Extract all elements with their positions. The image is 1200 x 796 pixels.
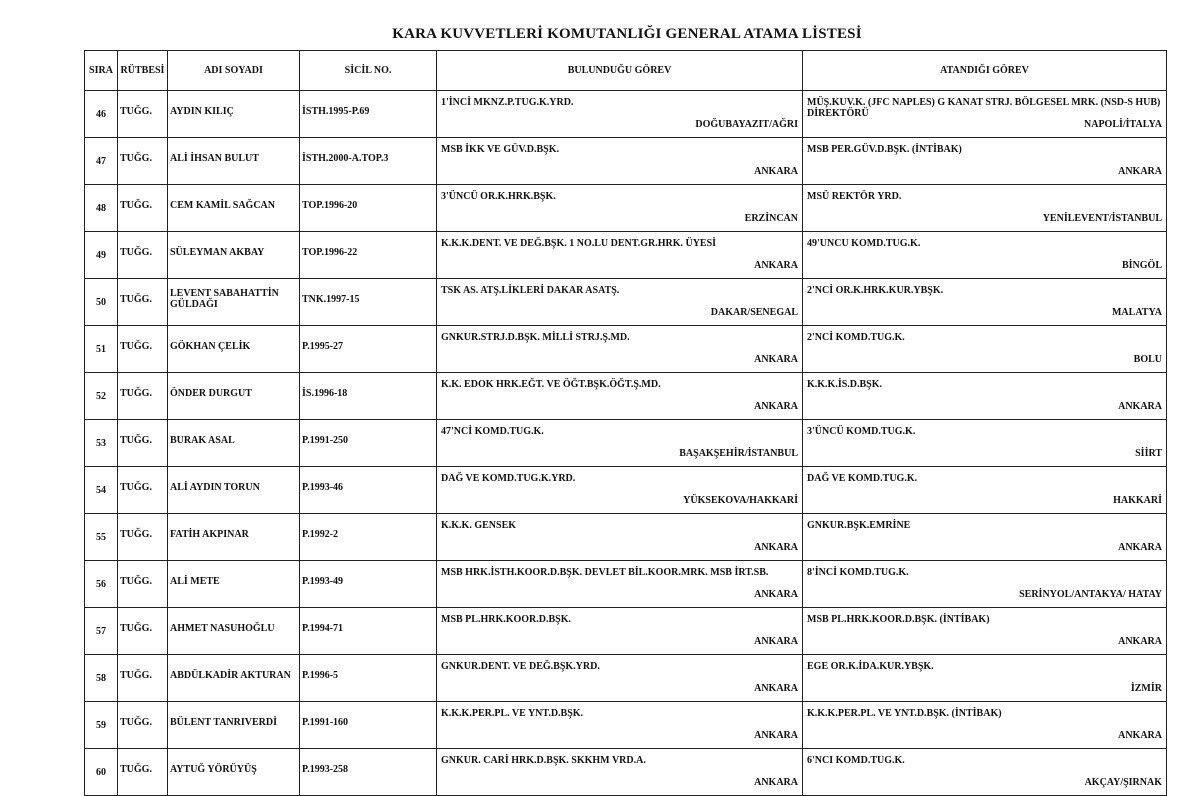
atandigi-gorev-text: MSÜ REKTÖR YRD.: [807, 191, 902, 202]
table-row: [85, 279, 1167, 326]
cell-sira: 60: [85, 749, 118, 796]
cell-adi-soyadi: ALİ METE: [168, 561, 300, 608]
cell-rutbe: TUĞG.: [118, 702, 168, 749]
bulundugu-gorev-text: 47'NCİ KOMD.TUG.K.: [441, 426, 544, 437]
bulundugu-gorev-text: TSK AS. ATŞ.LİKLERİ DAKAR ASATŞ.: [441, 285, 620, 296]
table-row: [85, 91, 1167, 138]
cell-bulundugu-gorev: [437, 655, 803, 702]
cell-sira: 57: [85, 608, 118, 655]
cell-atandigi-gorev: [803, 561, 1167, 608]
atandigi-gorev-text: K.K.K.İS.D.BŞK.: [807, 379, 883, 390]
cell-adi-soyadi: BURAK ASAL: [168, 420, 300, 467]
bulundugu-gorev-location: BAŞAKŞEHİR/İSTANBUL: [679, 448, 798, 459]
cell-rutbe: TUĞG.: [118, 608, 168, 655]
atandigi-gorev-text: EGE OR.K.İDA.KUR.YBŞK.: [807, 661, 934, 672]
bulundugu-gorev-text: 1'İNCİ MKNZ.P.TUG.K.YRD.: [441, 97, 574, 108]
bulundugu-gorev-text: K.K. EDOK HRK.EĞT. VE ÖĞT.BŞK.ÖĞT.Ş.MD.: [441, 379, 661, 390]
cell-sicil-no: P.1993-258: [300, 749, 437, 796]
cell-atandigi-gorev: [803, 326, 1167, 373]
table-row: [85, 561, 1167, 608]
bulundugu-gorev-location: ANKARA: [754, 542, 798, 553]
atandigi-gorev-location: SERİNYOL/ANTAKYA/ HATAY: [1019, 589, 1162, 600]
cell-atandigi-gorev: [803, 420, 1167, 467]
bulundugu-gorev-location: ANKARA: [754, 683, 798, 694]
cell-bulundugu-gorev: [437, 232, 803, 279]
cell-adi-soyadi: CEM KAMİL SAĞCAN: [168, 185, 300, 232]
cell-sira: 59: [85, 702, 118, 749]
cell-rutbe: TUĞG.: [118, 232, 168, 279]
cell-sicil-no: TOP.1996-20: [300, 185, 437, 232]
bulundugu-gorev-location: ANKARA: [754, 589, 798, 600]
header-atandigi-gorev: ATANDIĞI GÖREV: [803, 51, 1167, 91]
cell-atandigi-gorev: [803, 232, 1167, 279]
cell-sicil-no: TOP.1996-22: [300, 232, 437, 279]
cell-adi-soyadi: AYTUĞ YÖRÜYÜŞ: [168, 749, 300, 796]
cell-bulundugu-gorev: [437, 514, 803, 561]
bulundugu-gorev-text: MSB PL.HRK.KOOR.D.BŞK.: [441, 614, 572, 625]
cell-sicil-no: P.1993-46: [300, 467, 437, 514]
cell-rutbe: TUĞG.: [118, 138, 168, 185]
cell-sira: 50: [85, 279, 118, 326]
bulundugu-gorev-text: 3'ÜNCÜ OR.K.HRK.BŞK.: [441, 191, 556, 202]
table-row: [85, 514, 1167, 561]
cell-atandigi-gorev: [803, 373, 1167, 420]
cell-rutbe: TUĞG.: [118, 749, 168, 796]
cell-sira: 48: [85, 185, 118, 232]
header-sira: SIRA: [85, 51, 118, 91]
bulundugu-gorev-text: DAĞ VE KOMD.TUG.K.YRD.: [441, 473, 576, 484]
cell-rutbe: TUĞG.: [118, 514, 168, 561]
atandigi-gorev-text: 3'ÜNCÜ KOMD.TUG.K.: [807, 426, 916, 437]
table-row: [85, 702, 1167, 749]
header-sicil-no: SİCİL NO.: [300, 51, 437, 91]
cell-atandigi-gorev: [803, 185, 1167, 232]
bulundugu-gorev-text: K.K.K.PER.PL. VE YNT.D.BŞK.: [441, 708, 584, 719]
cell-sicil-no: P.1994-71: [300, 608, 437, 655]
cell-sicil-no: P.1993-49: [300, 561, 437, 608]
table-row: [85, 326, 1167, 373]
header-rutbe: RÜTBESİ: [118, 51, 168, 91]
atandigi-gorev-location: BİNGÖL: [1121, 260, 1162, 271]
cell-adi-soyadi: AHMET NASUHOĞLU: [168, 608, 300, 655]
atandigi-gorev-location: YENİLEVENT/İSTANBUL: [1042, 213, 1162, 224]
cell-sira: 58: [85, 655, 118, 702]
cell-sira: 51: [85, 326, 118, 373]
bulundugu-gorev-text: MSB HRK.İSTH.KOOR.D.BŞK. DEVLET BİL.KOOR.MRK. MSB İRT.SB.: [441, 567, 769, 578]
header-bulundugu-gorev: BULUNDUĞU GÖREV: [437, 51, 803, 91]
cell-bulundugu-gorev: [437, 702, 803, 749]
cell-sicil-no: İSTH.1995-P.69: [300, 91, 437, 138]
atandigi-gorev-location: ANKARA: [1118, 401, 1162, 412]
cell-atandigi-gorev: [803, 702, 1167, 749]
atandigi-gorev-location: İZMİR: [1130, 683, 1162, 694]
cell-bulundugu-gorev: [437, 279, 803, 326]
cell-atandigi-gorev: [803, 138, 1167, 185]
table-row: [85, 749, 1167, 796]
table-row: [85, 467, 1167, 514]
cell-atandigi-gorev: [803, 655, 1167, 702]
atandigi-gorev-text: K.K.K.PER.PL. VE YNT.D.BŞK. (İNTİBAK): [807, 708, 1002, 719]
cell-rutbe: TUĞG.: [118, 326, 168, 373]
cell-adi-soyadi: FATİH AKPINAR: [168, 514, 300, 561]
atandigi-gorev-location: BOLU: [1133, 354, 1162, 365]
cell-sira: 53: [85, 420, 118, 467]
cell-adi-soyadi: ALİ AYDIN TORUN: [168, 467, 300, 514]
atandigi-gorev-text: 49'UNCU KOMD.TUG.K.: [807, 238, 921, 249]
bulundugu-gorev-text: GNKUR.STRJ.D.BŞK. MİLLİ STRJ.Ş.MD.: [441, 332, 630, 343]
cell-bulundugu-gorev: [437, 608, 803, 655]
atandigi-gorev-text: MÜŞ.KUV.K. (JFC NAPLES) G KANAT STRJ. BÖLGESEL MRK. (NSD-S HUB) DİREKTÖRÜ: [807, 97, 1161, 119]
cell-adi-soyadi: SÜLEYMAN AKBAY: [168, 232, 300, 279]
cell-bulundugu-gorev: [437, 185, 803, 232]
cell-sicil-no: P.1991-160: [300, 702, 437, 749]
header-adi-soyadi: ADI SOYADI: [168, 51, 300, 91]
bulundugu-gorev-location: YÜKSEKOVA/HAKKARİ: [683, 495, 798, 506]
atandigi-gorev-text: 2'NCİ KOMD.TUG.K.: [807, 332, 905, 343]
cell-bulundugu-gorev: [437, 138, 803, 185]
bulundugu-gorev-location: ERZİNCAN: [744, 213, 798, 224]
atandigi-gorev-location: HAKKARİ: [1113, 495, 1162, 506]
cell-sira: 47: [85, 138, 118, 185]
cell-atandigi-gorev: [803, 279, 1167, 326]
table-row: [85, 608, 1167, 655]
cell-sicil-no: İSTH.2000-A.TOP.3: [300, 138, 437, 185]
cell-rutbe: TUĞG.: [118, 467, 168, 514]
cell-bulundugu-gorev: [437, 326, 803, 373]
cell-sira: 54: [85, 467, 118, 514]
cell-bulundugu-gorev: [437, 373, 803, 420]
bulundugu-gorev-location: ANKARA: [754, 636, 798, 647]
cell-adi-soyadi: BÜLENT TANRIVERDİ: [168, 702, 300, 749]
cell-rutbe: TUĞG.: [118, 420, 168, 467]
atandigi-gorev-text: GNKUR.BŞK.EMRİNE: [807, 520, 911, 531]
bulundugu-gorev-location: ANKARA: [754, 777, 798, 788]
cell-sira: 49: [85, 232, 118, 279]
cell-adi-soyadi: ABDÜLKADİR AKTURAN: [168, 655, 300, 702]
bulundugu-gorev-location: ANKARA: [754, 401, 798, 412]
bulundugu-gorev-location: DAKAR/SENEGAL: [710, 307, 798, 318]
cell-rutbe: TUĞG.: [118, 279, 168, 326]
atandigi-gorev-text: MSB PL.HRK.KOOR.D.BŞK. (İNTİBAK): [807, 614, 990, 625]
assignment-table: [84, 50, 1167, 796]
cell-sicil-no: P.1996-5: [300, 655, 437, 702]
cell-adi-soyadi: GÖKHAN ÇELİK: [168, 326, 300, 373]
cell-sira: 46: [85, 91, 118, 138]
cell-adi-soyadi: ÖNDER DURGUT: [168, 373, 300, 420]
cell-rutbe: TUĞG.: [118, 561, 168, 608]
atandigi-gorev-location: SİİRT: [1135, 448, 1162, 459]
bulundugu-gorev-location: ANKARA: [754, 354, 798, 365]
bulundugu-gorev-text: MSB İKK VE GÜV.D.BŞK.: [441, 144, 559, 155]
page-title: KARA KUVVETLERİ KOMUTANLIĞI GENERAL ATAMA LİSTESİ: [392, 26, 862, 42]
cell-adi-soyadi: LEVENT SABAHATTİN GÜLDAĞI: [168, 279, 300, 326]
bulundugu-gorev-text: GNKUR.DENT. VE DEĞ.BŞK.YRD.: [441, 661, 600, 672]
cell-bulundugu-gorev: [437, 91, 803, 138]
cell-sicil-no: İS.1996-18: [300, 373, 437, 420]
cell-sicil-no: P.1991-250: [300, 420, 437, 467]
table-row: [85, 655, 1167, 702]
cell-rutbe: TUĞG.: [118, 655, 168, 702]
cell-atandigi-gorev: [803, 608, 1167, 655]
bulundugu-gorev-location: DOĞUBAYAZIT/AĞRI: [695, 119, 798, 130]
cell-bulundugu-gorev: [437, 467, 803, 514]
bulundugu-gorev-location: ANKARA: [754, 730, 798, 741]
cell-atandigi-gorev: [803, 467, 1167, 514]
cell-bulundugu-gorev: [437, 561, 803, 608]
cell-sicil-no: P.1992-2: [300, 514, 437, 561]
cell-sira: 56: [85, 561, 118, 608]
cell-adi-soyadi: ALİ İHSAN BULUT: [168, 138, 300, 185]
atandigi-gorev-location: ANKARA: [1118, 730, 1162, 741]
atandigi-gorev-text: 2'NCİ OR.K.HRK.KUR.YBŞK.: [807, 285, 944, 296]
atandigi-gorev-location: ANKARA: [1118, 166, 1162, 177]
cell-bulundugu-gorev: [437, 749, 803, 796]
cell-sicil-no: TNK.1997-15: [300, 279, 437, 326]
atandigi-gorev-text: 6'NCI KOMD.TUG.K.: [807, 755, 905, 766]
table-row: [85, 185, 1167, 232]
bulundugu-gorev-text: K.K.K. GENSEK: [441, 520, 517, 531]
atandigi-gorev-location: ANKARA: [1118, 542, 1162, 553]
bulundugu-gorev-text: K.K.K.DENT. VE DEĞ.BŞK. 1 NO.LU DENT.GR.HRK. ÜYESİ: [441, 238, 717, 249]
cell-bulundugu-gorev: [437, 420, 803, 467]
cell-rutbe: TUĞG.: [118, 373, 168, 420]
cell-atandigi-gorev: [803, 91, 1167, 138]
atandigi-gorev-text: 8'İNCİ KOMD.TUG.K.: [807, 567, 909, 578]
atandigi-gorev-location: NAPOLİ/İTALYA: [1084, 119, 1162, 130]
table-row: [85, 373, 1167, 420]
atandigi-gorev-text: MSB PER.GÜV.D.BŞK. (İNTİBAK): [807, 144, 962, 155]
table-row: [85, 232, 1167, 279]
cell-sicil-no: P.1995-27: [300, 326, 437, 373]
atandigi-gorev-location: AKÇAY/ŞIRNAK: [1084, 777, 1162, 788]
table-row: [85, 138, 1167, 185]
bulundugu-gorev-location: ANKARA: [754, 260, 798, 271]
cell-sira: 52: [85, 373, 118, 420]
cell-rutbe: TUĞG.: [118, 185, 168, 232]
cell-atandigi-gorev: [803, 749, 1167, 796]
cell-atandigi-gorev: [803, 514, 1167, 561]
atandigi-gorev-text: DAĞ VE KOMD.TUG.K.: [807, 473, 918, 484]
atandigi-gorev-location: ANKARA: [1118, 636, 1162, 647]
atandigi-gorev-location: MALATYA: [1111, 307, 1162, 318]
cell-rutbe: TUĞG.: [118, 91, 168, 138]
cell-sira: 55: [85, 514, 118, 561]
bulundugu-gorev-text: GNKUR. CARİ HRK.D.BŞK. SKKHM VRD.A.: [441, 755, 646, 766]
bulundugu-gorev-location: ANKARA: [754, 166, 798, 177]
cell-adi-soyadi: AYDIN KILIÇ: [168, 91, 300, 138]
table-header-row: [85, 51, 1167, 91]
table-row: [85, 420, 1167, 467]
